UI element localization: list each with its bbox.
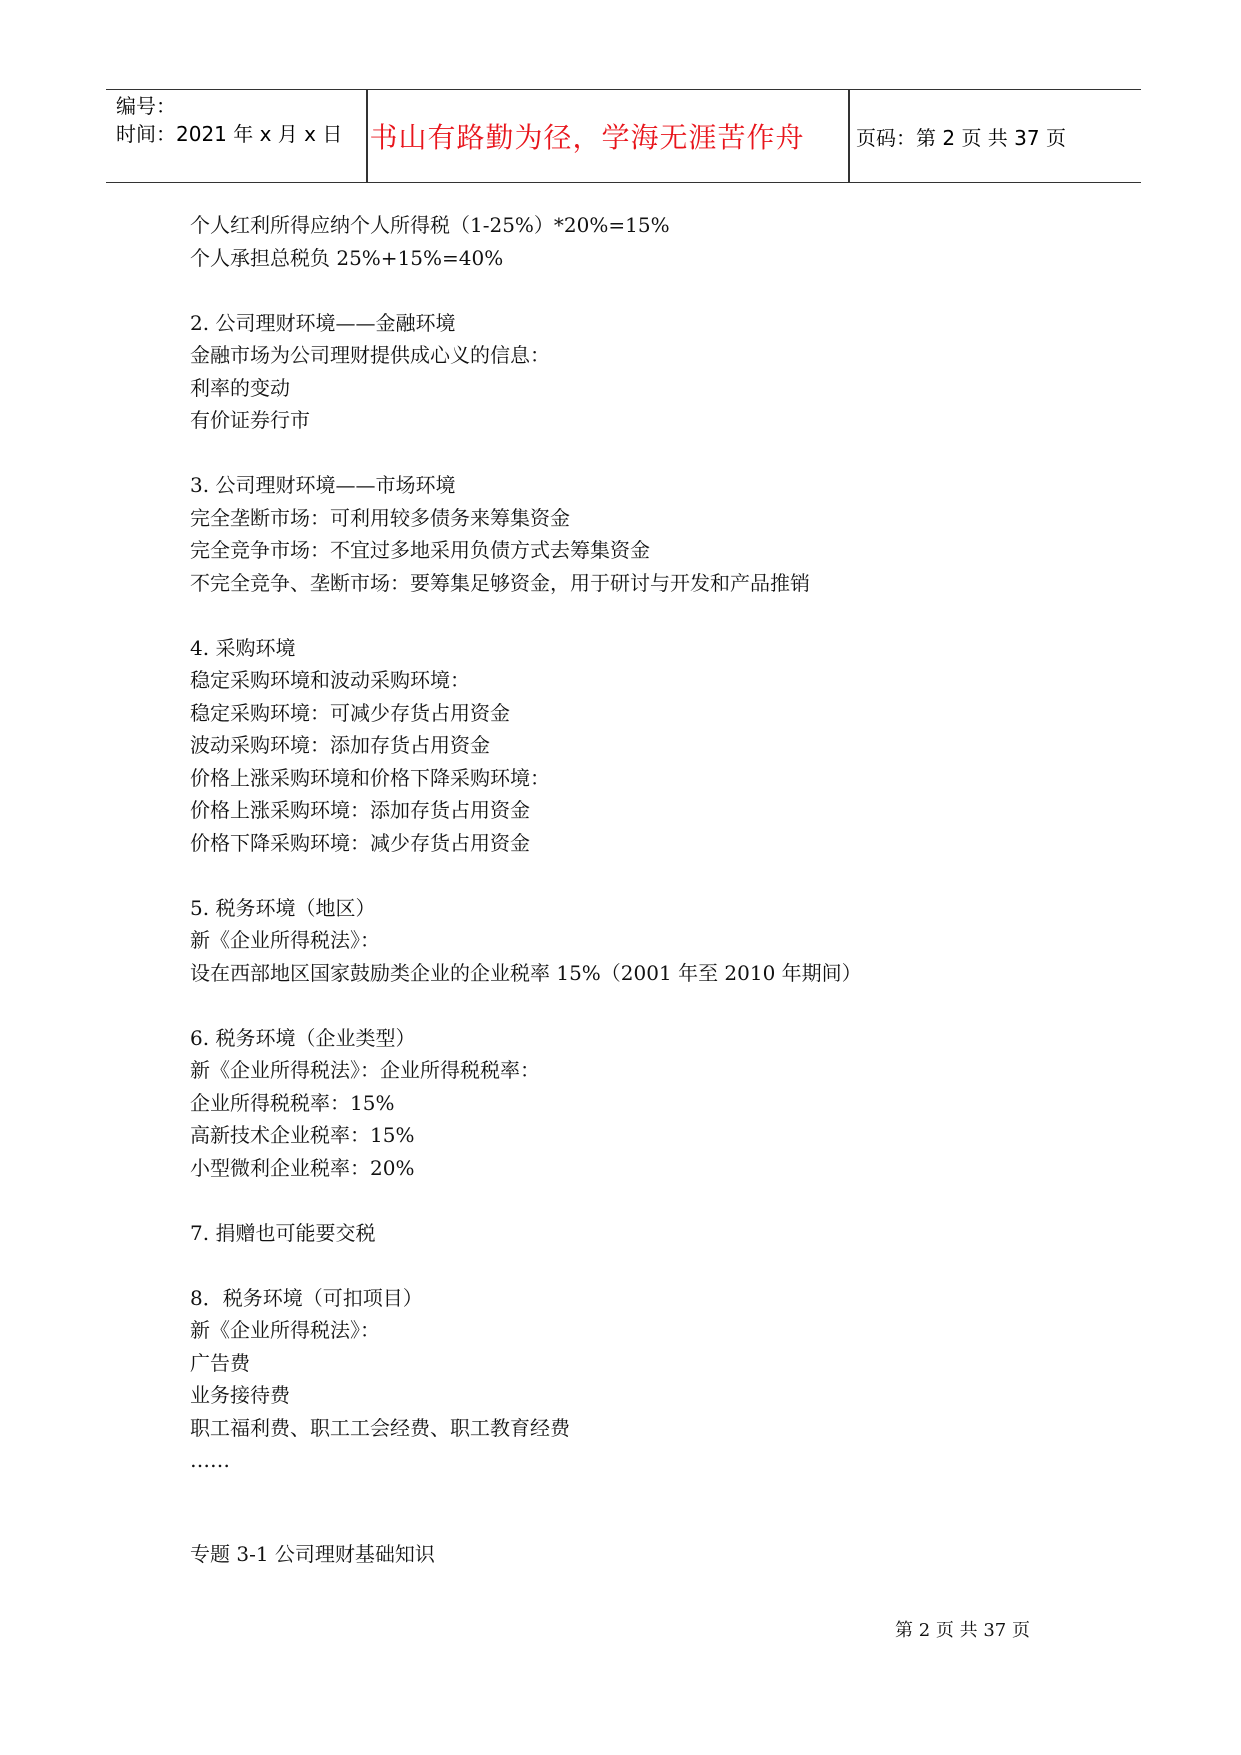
body-line: 4. 采购环境 (190, 635, 296, 660)
blank-line (190, 859, 1140, 892)
header-meta (116, 92, 366, 148)
body-line: 金融市场为公司理财提供成心义的信息： (190, 343, 550, 367)
body-line: 稳定采购环境和波动采购环境： (190, 668, 470, 692)
body-line: 7. 捐赠也可能要交税 (190, 1220, 376, 1245)
body-line: 5. 税务环境（地区） (190, 895, 376, 920)
body-line: 波动采购环境：添加存货占用资金 (190, 733, 490, 757)
body-line: 价格上涨采购环境和价格下降采购环境： (190, 765, 550, 790)
body-line: 个人红利所得应纳个人所得税（1-25%）*20%=15% (190, 213, 670, 237)
blank-line (190, 437, 1140, 470)
header-page-info: 页码：第 2 页 共 37 页 (856, 125, 1066, 150)
topic-title: 专题 3-1 公司理财基础知识 (190, 1542, 435, 1566)
blank-line (190, 274, 1140, 307)
body-line: 稳定采购环境：可减少存货占用资金 (190, 700, 510, 725)
body-line: 价格上涨采购环境：添加存货占用资金 (190, 798, 530, 822)
body-line: 新《企业所得税法》： (190, 1318, 380, 1342)
blank-line (190, 599, 1140, 632)
body-line: 设在西部地区国家鼓励类企业的企业税率 15%（2001 年至 2010 年期间） (190, 960, 862, 985)
header-motto: 书山有路勤为径，学海无涯苦作舟 (369, 121, 805, 154)
blank-line (190, 989, 1140, 1022)
body-line: 完全垄断市场：可利用较多债务来筹集资金 (190, 505, 570, 530)
body-line: 6. 税务环境（企业类型） (190, 1025, 416, 1050)
body-line: 3. 公司理财环境——市场环境 (190, 473, 456, 497)
blank-line (190, 1184, 1140, 1217)
page-footer: 第 2 页 共 37 页 (895, 1620, 1030, 1641)
body-line: 小型微利企业税率：20% (190, 1155, 415, 1180)
body-line: …… (190, 1448, 230, 1472)
body-line: 价格下降采购环境：减少存货占用资金 (190, 830, 530, 855)
body-line: 个人承担总税负 25%+15%=40% (190, 245, 504, 270)
body-line: 新《企业所得税法》：企业所得税税率： (190, 1058, 540, 1082)
body-line: 广告费 (190, 1350, 250, 1375)
body-line: 8．税务环境（可扣项目） (190, 1285, 423, 1310)
body-line: 高新技术企业税率：15% (190, 1123, 415, 1147)
body-line: 职工福利费、职工工会经费、职工教育经费 (190, 1415, 570, 1440)
body-line: 完全竞争市场：不宜过多地采用负债方式去筹集资金 (190, 538, 650, 562)
body-line: 企业所得税税率：15% (190, 1090, 395, 1115)
header-divider-right (848, 90, 850, 182)
body-line: 新《企业所得税法》： (190, 928, 380, 952)
body-line: 2. 公司理财环境——金融环境 (190, 310, 456, 335)
document-body (190, 209, 1140, 1477)
body-line: 利率的变动 (190, 375, 290, 400)
body-line: 不完全竞争、垄断市场：要筹集足够资金，用于研讨与开发和产品推销 (190, 570, 810, 595)
blank-line (190, 1249, 1140, 1282)
document-number-label: 编号： (116, 94, 176, 118)
document-time-label: 时间：2021 年 x 月 x 日 (116, 122, 343, 146)
body-line: 有价证券行市 (190, 408, 310, 432)
body-line: 业务接待费 (190, 1383, 290, 1407)
page-header (106, 89, 1141, 183)
